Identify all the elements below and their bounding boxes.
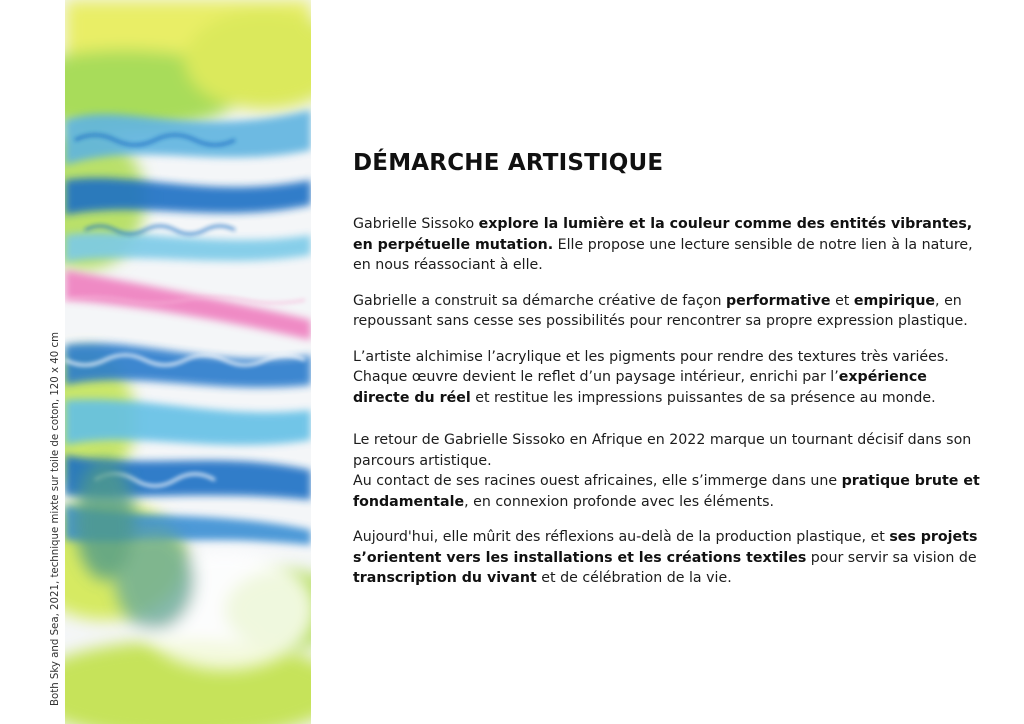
paragraph [353, 347, 983, 409]
body-text-run: Elle propose une lecture sensible de notre lien à la nature, en nous réassociant à elle. [353, 236, 973, 273]
artistic-approach-section [353, 150, 983, 604]
body-text-run: , en repoussant sans cesse ses possibilités pour rencontrer sa propre expression plastique. [353, 292, 968, 329]
artwork-caption: Both Sky and Sea, 2021, technique mixte sur toile de coton, 120 x 40 cm [50, 332, 61, 706]
paragraph [353, 291, 983, 332]
body-text-run: et [830, 292, 854, 309]
emphasis-text: empirique [853, 292, 936, 309]
emphasis-text: explore la lumière et la couleur comme des entités vibrantes, en perpétuelle mutation. [353, 216, 973, 253]
abstract-painting [65, 0, 311, 724]
paragraph [353, 527, 983, 589]
body-text-run: L’artiste alchimise l’acrylique et les pigments pour rendre des textures très variées. Chaque œuvre devient le reflet d’un paysage intérieur, enrichi par l’ [353, 348, 949, 385]
emphasis-text: expérience directe du réel [353, 369, 927, 406]
body-text [353, 214, 983, 589]
body-text-run: et restitue les impressions puissantes de sa présence au monde. [470, 389, 936, 406]
emphasis-text: ses projets s’orientent vers les installations et les créations textiles [353, 529, 978, 566]
body-text-run: Gabrielle a construit sa démarche créative de façon [353, 292, 726, 309]
body-text-run: pour servir sa vision de [806, 549, 977, 566]
paragraph [353, 430, 983, 512]
page-title: DÉMARCHE ARTISTIQUE [353, 150, 664, 176]
body-text-run: , en connexion profonde avec les éléments. [464, 493, 775, 510]
body-text-run: Au contact de ses racines ouest africaines, elle s’immerge dans une [353, 473, 842, 489]
body-text-run: Aujourd'hui, elle mûrit des réflexions au-delà de la production plastique, et [353, 529, 890, 545]
emphasis-text: transcription du vivant [353, 570, 537, 586]
body-text-run: Gabrielle Sissoko [353, 216, 479, 232]
emphasis-text: pratique brute et fondamentale [353, 473, 980, 510]
emphasis-text: performative [725, 292, 831, 309]
body-text-run: Le retour de Gabrielle Sissoko en Afrique en 2022 marque un tournant décisif dans son parcours artistique. [353, 432, 972, 469]
artwork-caption-column [38, 0, 62, 724]
body-text-run: et de célébration de la vie. [536, 570, 732, 586]
paragraph [353, 214, 983, 276]
painting-canvas [65, 0, 311, 724]
